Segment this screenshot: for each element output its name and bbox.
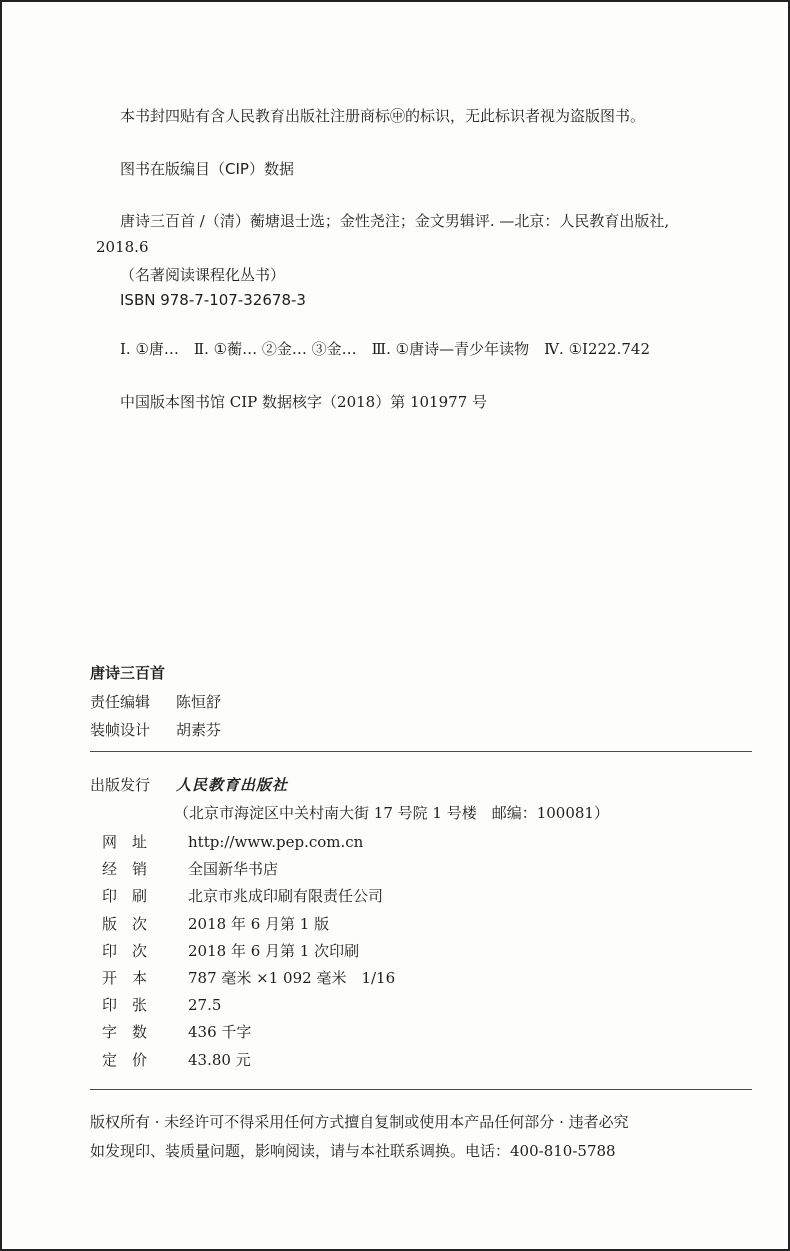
publishing-info-label: 印 刷	[102, 887, 148, 906]
publishing-info-row	[102, 831, 363, 852]
publishing-info-row	[102, 967, 395, 988]
publishing-info-value: 436 千字	[188, 1023, 252, 1042]
cip-record-number: 中国版本图书馆 CIP 数据核字（2018）第 101977 号	[120, 393, 488, 411]
designer-label: 装帧设计	[90, 721, 151, 739]
editor-name: 陈恒舒	[176, 693, 222, 711]
cip-entry-line1: 唐诗三百首 /（清）蘅塘退士选；金性尧注；金文男辑评. —北京：人民教育出版社,	[120, 212, 670, 230]
publisher-address: （北京市海淀区中关村南大街 17 号院 1 号楼 邮编：100081）	[174, 804, 609, 822]
publishing-info-label: 经 销	[102, 860, 148, 879]
designer-name: 胡素芬	[176, 721, 222, 739]
publishing-info-row	[102, 994, 221, 1015]
publishing-info-label: 印 张	[102, 996, 148, 1015]
publishing-info-value: 43.80 元	[188, 1050, 251, 1069]
quality-contact: 如发现印、装质量问题，影响阅读，请与本社联系调换。电话：400-810-5788	[90, 1142, 616, 1160]
publishing-info-label: 印 次	[102, 941, 148, 960]
publishing-info-label: 定 价	[102, 1050, 148, 1069]
publishing-info-row	[102, 1021, 251, 1042]
publishing-info-label: 网 址	[102, 833, 148, 851]
cip-isbn: ISBN 978-7-107-32678-3	[120, 291, 306, 309]
publishing-info-label: 字 数	[102, 1023, 148, 1042]
publisher-logotype: 人民教育出版社	[176, 776, 289, 794]
publishing-info-label: 版 次	[102, 914, 148, 933]
designer-row	[90, 719, 221, 740]
publishing-info-value: http://www.pep.com.cn	[188, 833, 364, 851]
publishing-info-value: 27.5	[188, 996, 222, 1015]
copyright-statement: 版权所有 · 未经许可不得采用任何方式擅自复制或使用本产品任何部分 · 违者必究	[90, 1113, 629, 1131]
publisher-row	[90, 774, 288, 795]
anti-piracy-notice: 本书封四贴有含人民教育出版社注册商标㊥的标识，无此标识者视为盗版图书。	[120, 107, 646, 125]
publishing-info-row	[102, 1049, 251, 1070]
divider-top	[90, 751, 752, 752]
cip-entry-line2: 2018.6	[96, 238, 149, 256]
publishing-info-row	[102, 858, 278, 879]
book-title: 唐诗三百首	[90, 664, 166, 682]
publishing-info-row	[102, 913, 329, 934]
publishing-info-value: 2018 年 6 月第 1 版	[188, 914, 330, 933]
cip-heading: 图书在版编目（CIP）数据	[120, 160, 294, 178]
publishing-info-value: 北京市兆成印刷有限责任公司	[188, 887, 384, 906]
publishing-info-row	[102, 940, 359, 961]
publishing-info-value: 2018 年 6 月第 1 次印刷	[188, 941, 360, 960]
publishing-info-value: 全国新华书店	[188, 860, 279, 879]
cip-series: （名著阅读课程化丛书）	[120, 266, 286, 284]
editor-label: 责任编辑	[90, 693, 151, 711]
publishing-info-row	[102, 885, 383, 906]
publishing-info-label: 开 本	[102, 969, 148, 987]
publisher-label: 出版发行	[90, 776, 151, 794]
cip-classification: Ⅰ. ①唐… Ⅱ. ①蘅… ②金… ③金… Ⅲ. ①唐诗—青少年读物 Ⅳ. ①I222.742	[120, 340, 650, 358]
editor-row	[90, 691, 221, 712]
publishing-info-value: 787 毫米 ×1 092 毫米 1/16	[188, 969, 396, 987]
divider-bottom	[90, 1089, 752, 1090]
